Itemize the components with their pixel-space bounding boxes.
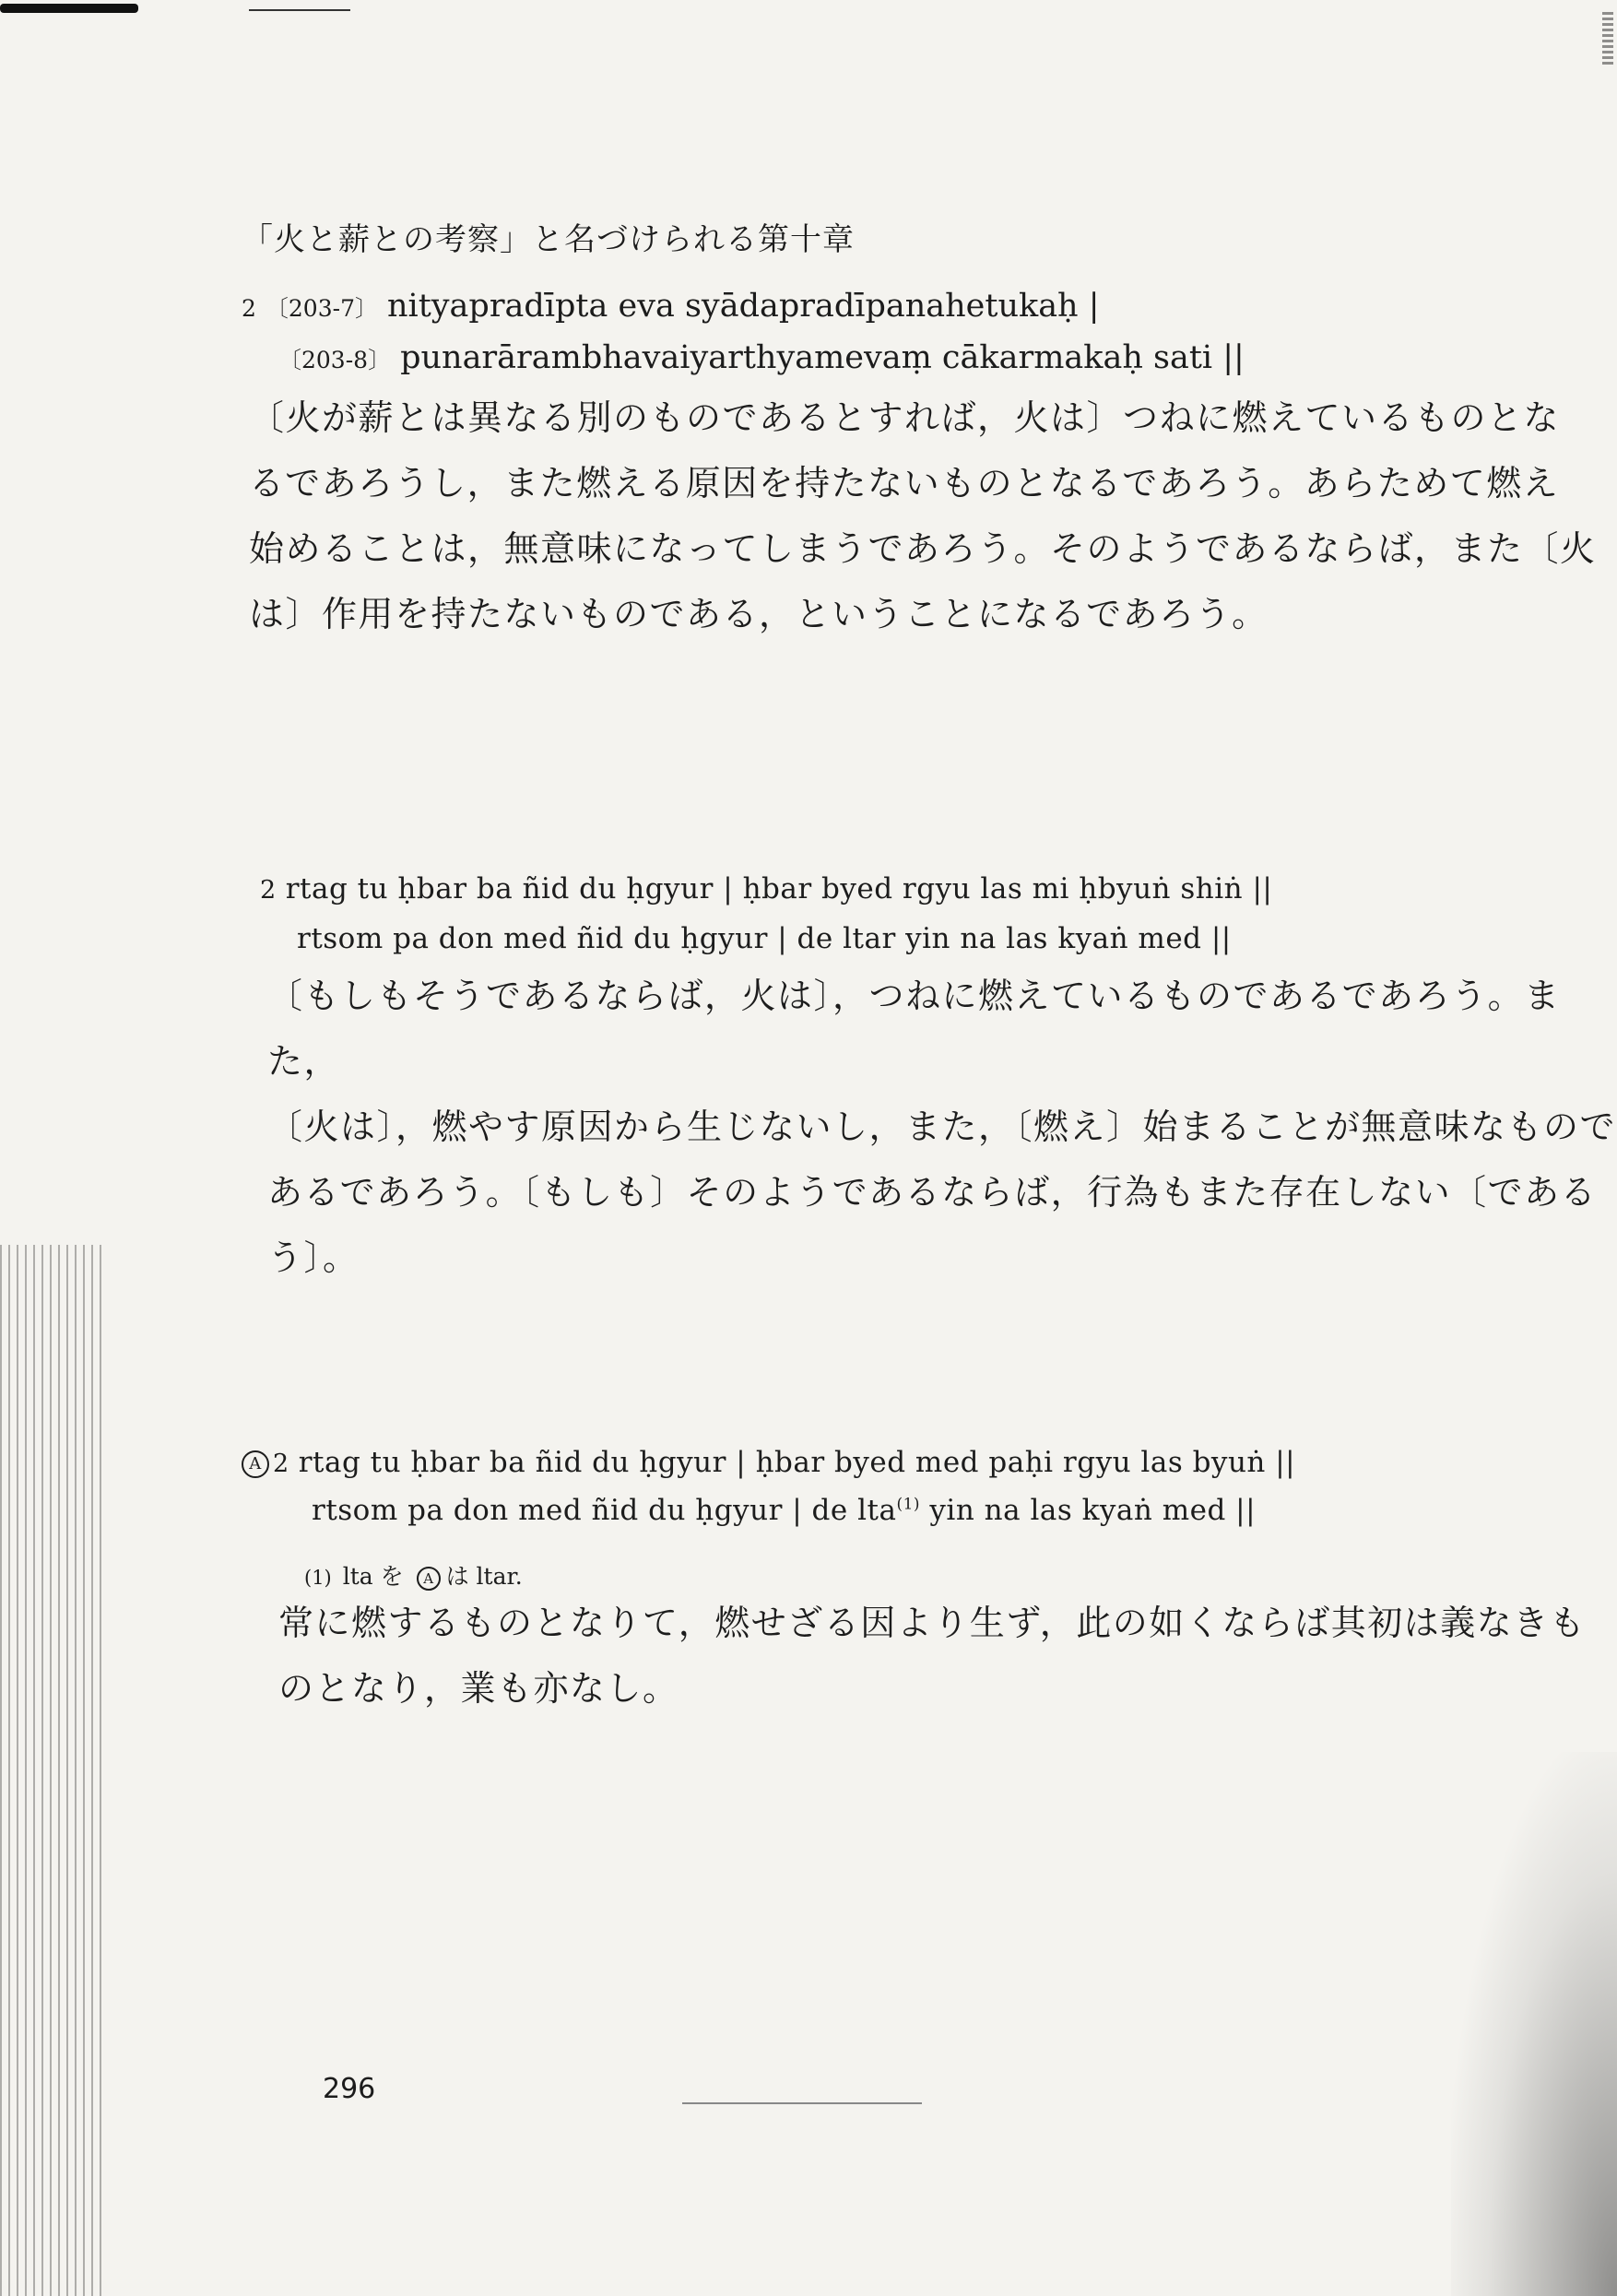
variant-translation: [278, 1591, 1586, 1722]
translation-line: 常に燃するものとなりて，燃せざる因より生ず，此の如くならば其初は義なきも: [278, 1603, 1587, 1643]
verse-text: rtag tu ḥbar ba ñid du ḥgyur | ḥbar byed rgyu las mi ḥbyuṅ shiṅ ||: [285, 872, 1273, 905]
circled-a-marker: A: [242, 1450, 269, 1478]
chapter-title: 「火と薪との考察」と名づけられる第十章: [242, 221, 855, 258]
footnote-text: は ltar.: [445, 1563, 523, 1590]
page-number: 296: [323, 2073, 376, 2105]
verse-text: nityapradīpta eva syādapradīpanahetukaḥ |: [386, 288, 1100, 325]
translation-line: 〔もしもそうであるならば，火は〕，つねに燃えているものであるであろう。また，: [267, 976, 1561, 1082]
verse-number: 2: [260, 876, 277, 905]
scan-artifact: [1451, 1752, 1617, 2296]
tibetan-translation: [267, 964, 1617, 1291]
verse-text: yin na las kyaṅ med ||: [920, 1494, 1257, 1527]
translation-line: 〔火が薪とは異なる別のものであるとすれば，火は〕つねに燃えているものとな: [249, 397, 1561, 438]
verse-text: punarārambhavaiyarthyamevaṃ cākarmakaḥ sati ||: [400, 339, 1245, 376]
translation-line: 始めることは，無意味になってしまうであろう。そのようであるならば，また〔火: [249, 528, 1597, 569]
translation-line: るであろうし，また燃える原因を持たないものとなるであろう。あらためて燃え: [249, 463, 1560, 503]
scan-artifact: [1602, 9, 1613, 65]
translation-line: う〕。: [267, 1237, 360, 1278]
scan-artifact: [249, 9, 350, 11]
translation-line: 〔火は〕，燃やす原因から生じないし，また，〔燃え〕始まることが無意味なもので: [267, 1107, 1617, 1147]
verse-number: 2: [273, 1450, 289, 1478]
verse-text: rtsom pa don med ñid du ḥgyur | de ltar yin na las kyaṅ med ||: [297, 922, 1232, 955]
verse-reference: 〔203-7〕: [265, 295, 378, 322]
translation-line: は〕作用を持たないものである，ということになるであろう。: [249, 594, 1269, 634]
footnote-number: (1): [304, 1567, 332, 1589]
verse-reference: 〔203-8〕: [278, 347, 392, 373]
scan-artifact: [682, 2102, 922, 2104]
footnote: [304, 1558, 523, 1592]
verse-text: rtsom pa don med ñid du ḥgyur | de lta: [312, 1494, 897, 1527]
tibetan-line: [260, 872, 1272, 905]
footnote-marker: (1): [896, 1495, 921, 1514]
scan-artifact: [0, 1245, 101, 2296]
variant-line: [312, 1494, 1256, 1527]
variant-line: [242, 1446, 1295, 1479]
translation-line: のとなり，業も亦なし。: [278, 1668, 679, 1709]
tibetan-line: [297, 922, 1232, 955]
sanskrit-line: [278, 339, 1245, 376]
sanskrit-translation: [249, 385, 1597, 647]
circled-a-marker: A: [417, 1567, 441, 1591]
verse-text: rtag tu ḥbar ba ñid du ḥgyur | ḥbar byed med paḥi rgyu las byuṅ ||: [298, 1446, 1296, 1479]
footnote-text: lta を: [342, 1563, 404, 1590]
sanskrit-line: [242, 288, 1100, 325]
translation-line: あるであろう。〔もしも〕そのようであるならば，行為もまた存在しない〔である: [267, 1172, 1598, 1213]
verse-number: 2: [242, 295, 256, 322]
scan-artifact: [0, 4, 138, 13]
